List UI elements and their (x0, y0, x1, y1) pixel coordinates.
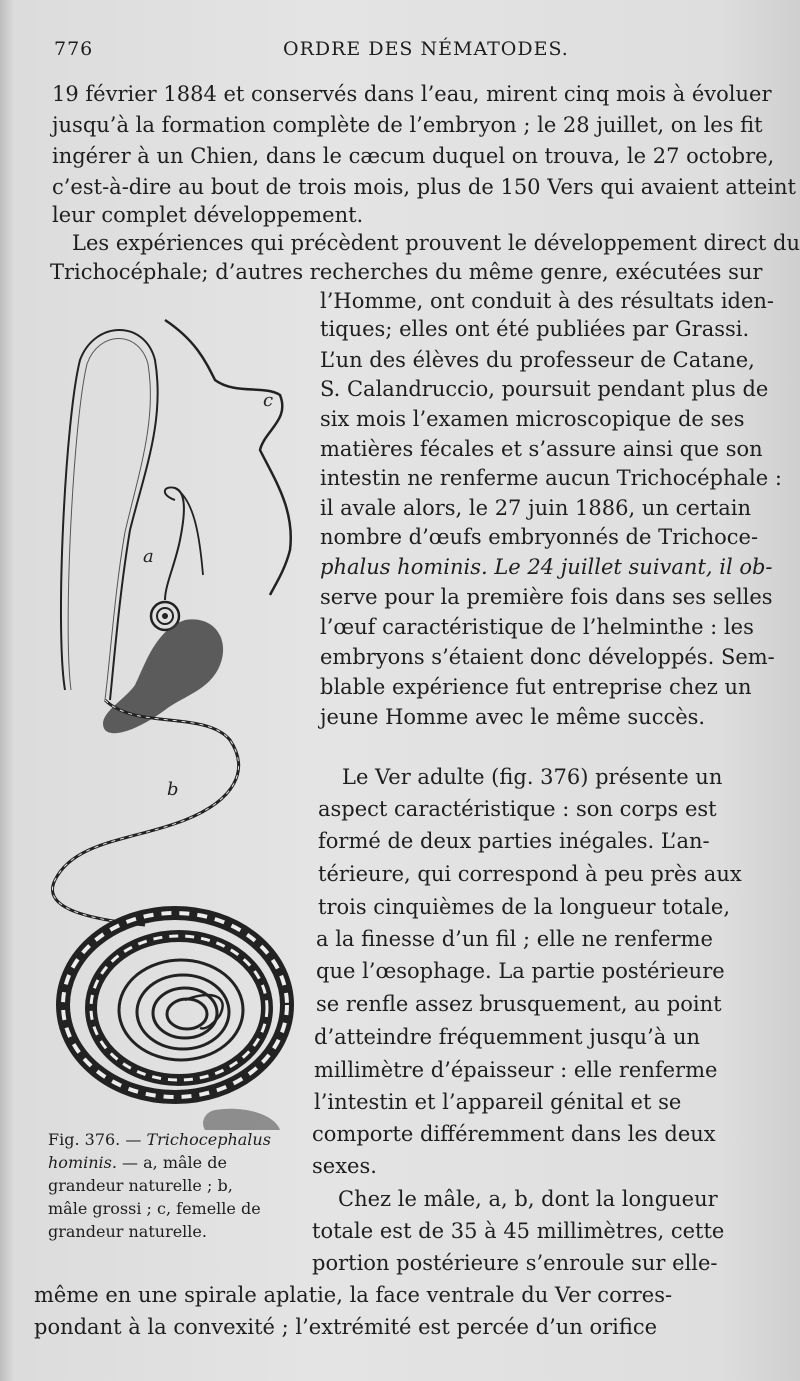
figure-label-b: b (167, 779, 179, 800)
text-line: six mois l’examen microscopique de ses (320, 407, 745, 431)
text-line: Le Ver adulte (fig. 376) présente un (342, 765, 723, 789)
text-line: embryons s’étaient donc développés. Sem- (320, 645, 775, 669)
caption-line: grandeur naturelle. (48, 1222, 207, 1241)
text-line: Les expériences qui précèdent prouvent le développement direct du (72, 231, 800, 255)
text-line: térieure, qui correspond à peu près aux (318, 862, 742, 886)
text-line: l’intestin et l’appareil génital et se (314, 1090, 682, 1114)
text-line: 19 février 1884 et conservés dans l’eau, mirent cinq mois à évoluer (52, 82, 772, 106)
text-line: L’un des élèves du professeur de Catane, (320, 348, 755, 372)
caption-ink-stain (203, 1109, 280, 1130)
text-line: l’œuf caractéristique de l’helminthe : les (320, 615, 754, 639)
text-line: Trichocéphale; d’autres recherches du même genre, exécutées sur (50, 260, 763, 284)
running-header (50, 38, 770, 66)
figure-caption (48, 1128, 298, 1243)
caption-line: grandeur naturelle ; b, (48, 1176, 233, 1195)
text-line: jusqu’à la formation complète de l’embryon ; le 28 juillet, on les fit (52, 113, 763, 137)
male-worm-b (52, 700, 238, 925)
text-line: jeune Homme avec le même succès. (320, 705, 706, 729)
trichocephalus-figure (35, 300, 305, 1130)
text-line: l’Homme, ont conduit à des résultats iden- (320, 289, 775, 313)
text-line: intestin ne renferme aucun Trichocéphale : (320, 466, 782, 490)
page-number: 776 (54, 38, 94, 60)
female-worm-c (165, 320, 291, 595)
text-line: pondant à la convexité ; l’extrémité est percée d’un orifice (34, 1315, 658, 1339)
text-line: tiques; elles ont été publiées par Grassi. (320, 317, 750, 341)
text-line: même en une spirale aplatie, la face ventrale du Ver corres- (34, 1283, 673, 1307)
text-line: S. Calandruccio, poursuit pendant plus de (320, 377, 769, 401)
caption-text: — a, mâle de (116, 1153, 227, 1172)
caption-line (48, 1128, 298, 1151)
text-line: d’atteindre fréquemment jusqu’à un (314, 1025, 700, 1049)
caption-prefix: Fig. 376. — (48, 1130, 147, 1149)
text-line: phalus hominis. Le 24 juillet suivant, il ob- (320, 555, 773, 579)
text-line: Chez le mâle, a, b, dont la longueur (338, 1187, 718, 1211)
text-line: que l’œsophage. La partie postérieure (316, 959, 725, 983)
text-line: millimètre d’épaisseur : elle renferme (314, 1058, 718, 1082)
text-line: ingérer à un Chien, dans le cæcum duquel on trouva, le 27 octobre, (52, 144, 775, 168)
text-line: leur complet développement. (52, 203, 364, 227)
running-title: ORDRE DES NÉMATODES. (283, 38, 569, 60)
text-line: il avale alors, le 27 juin 1886, un certain (320, 496, 751, 520)
caption-line: mâle grossi ; c, femelle de (48, 1199, 261, 1218)
text-line: formé de deux parties inégales. L’an- (318, 829, 710, 853)
text-line: se renfle assez brusquement, au point (316, 992, 722, 1016)
text-line: portion postérieure s’enroule sur elle- (312, 1251, 718, 1275)
text-line: serve pour la première fois dans ses selles (320, 585, 773, 609)
text-line: aspect caractéristique : son corps est (318, 797, 717, 821)
figure-label-a: a (143, 546, 154, 567)
text-line: matières fécales et s’assure ainsi que son (320, 437, 763, 461)
male-worm-a (165, 487, 184, 600)
figure-label-c: c (263, 390, 274, 411)
text-line: c’est-à-dire au bout de trois mois, plus de 150 Vers qui avaient atteint (52, 175, 796, 199)
caption-species-epithet: hominis. (48, 1153, 117, 1172)
caption-species: Trichocephalus (146, 1130, 271, 1149)
text-line: trois cinquièmes de la longueur totale, (318, 895, 731, 919)
text-line: sexes. (312, 1154, 377, 1178)
caption-line (48, 1151, 298, 1174)
text-line: nombre d’œufs embryonnés de Trichoce- (320, 525, 759, 549)
text-line: totale est de 35 à 45 millimètres, cette (312, 1219, 725, 1243)
ink-stain (103, 619, 223, 733)
text-line: blable expérience fut entreprise chez un (320, 675, 752, 699)
text-line: a la finesse d’un fil ; elle ne renferme (316, 927, 713, 951)
text-line: comporte différemment dans les deux (312, 1122, 716, 1146)
